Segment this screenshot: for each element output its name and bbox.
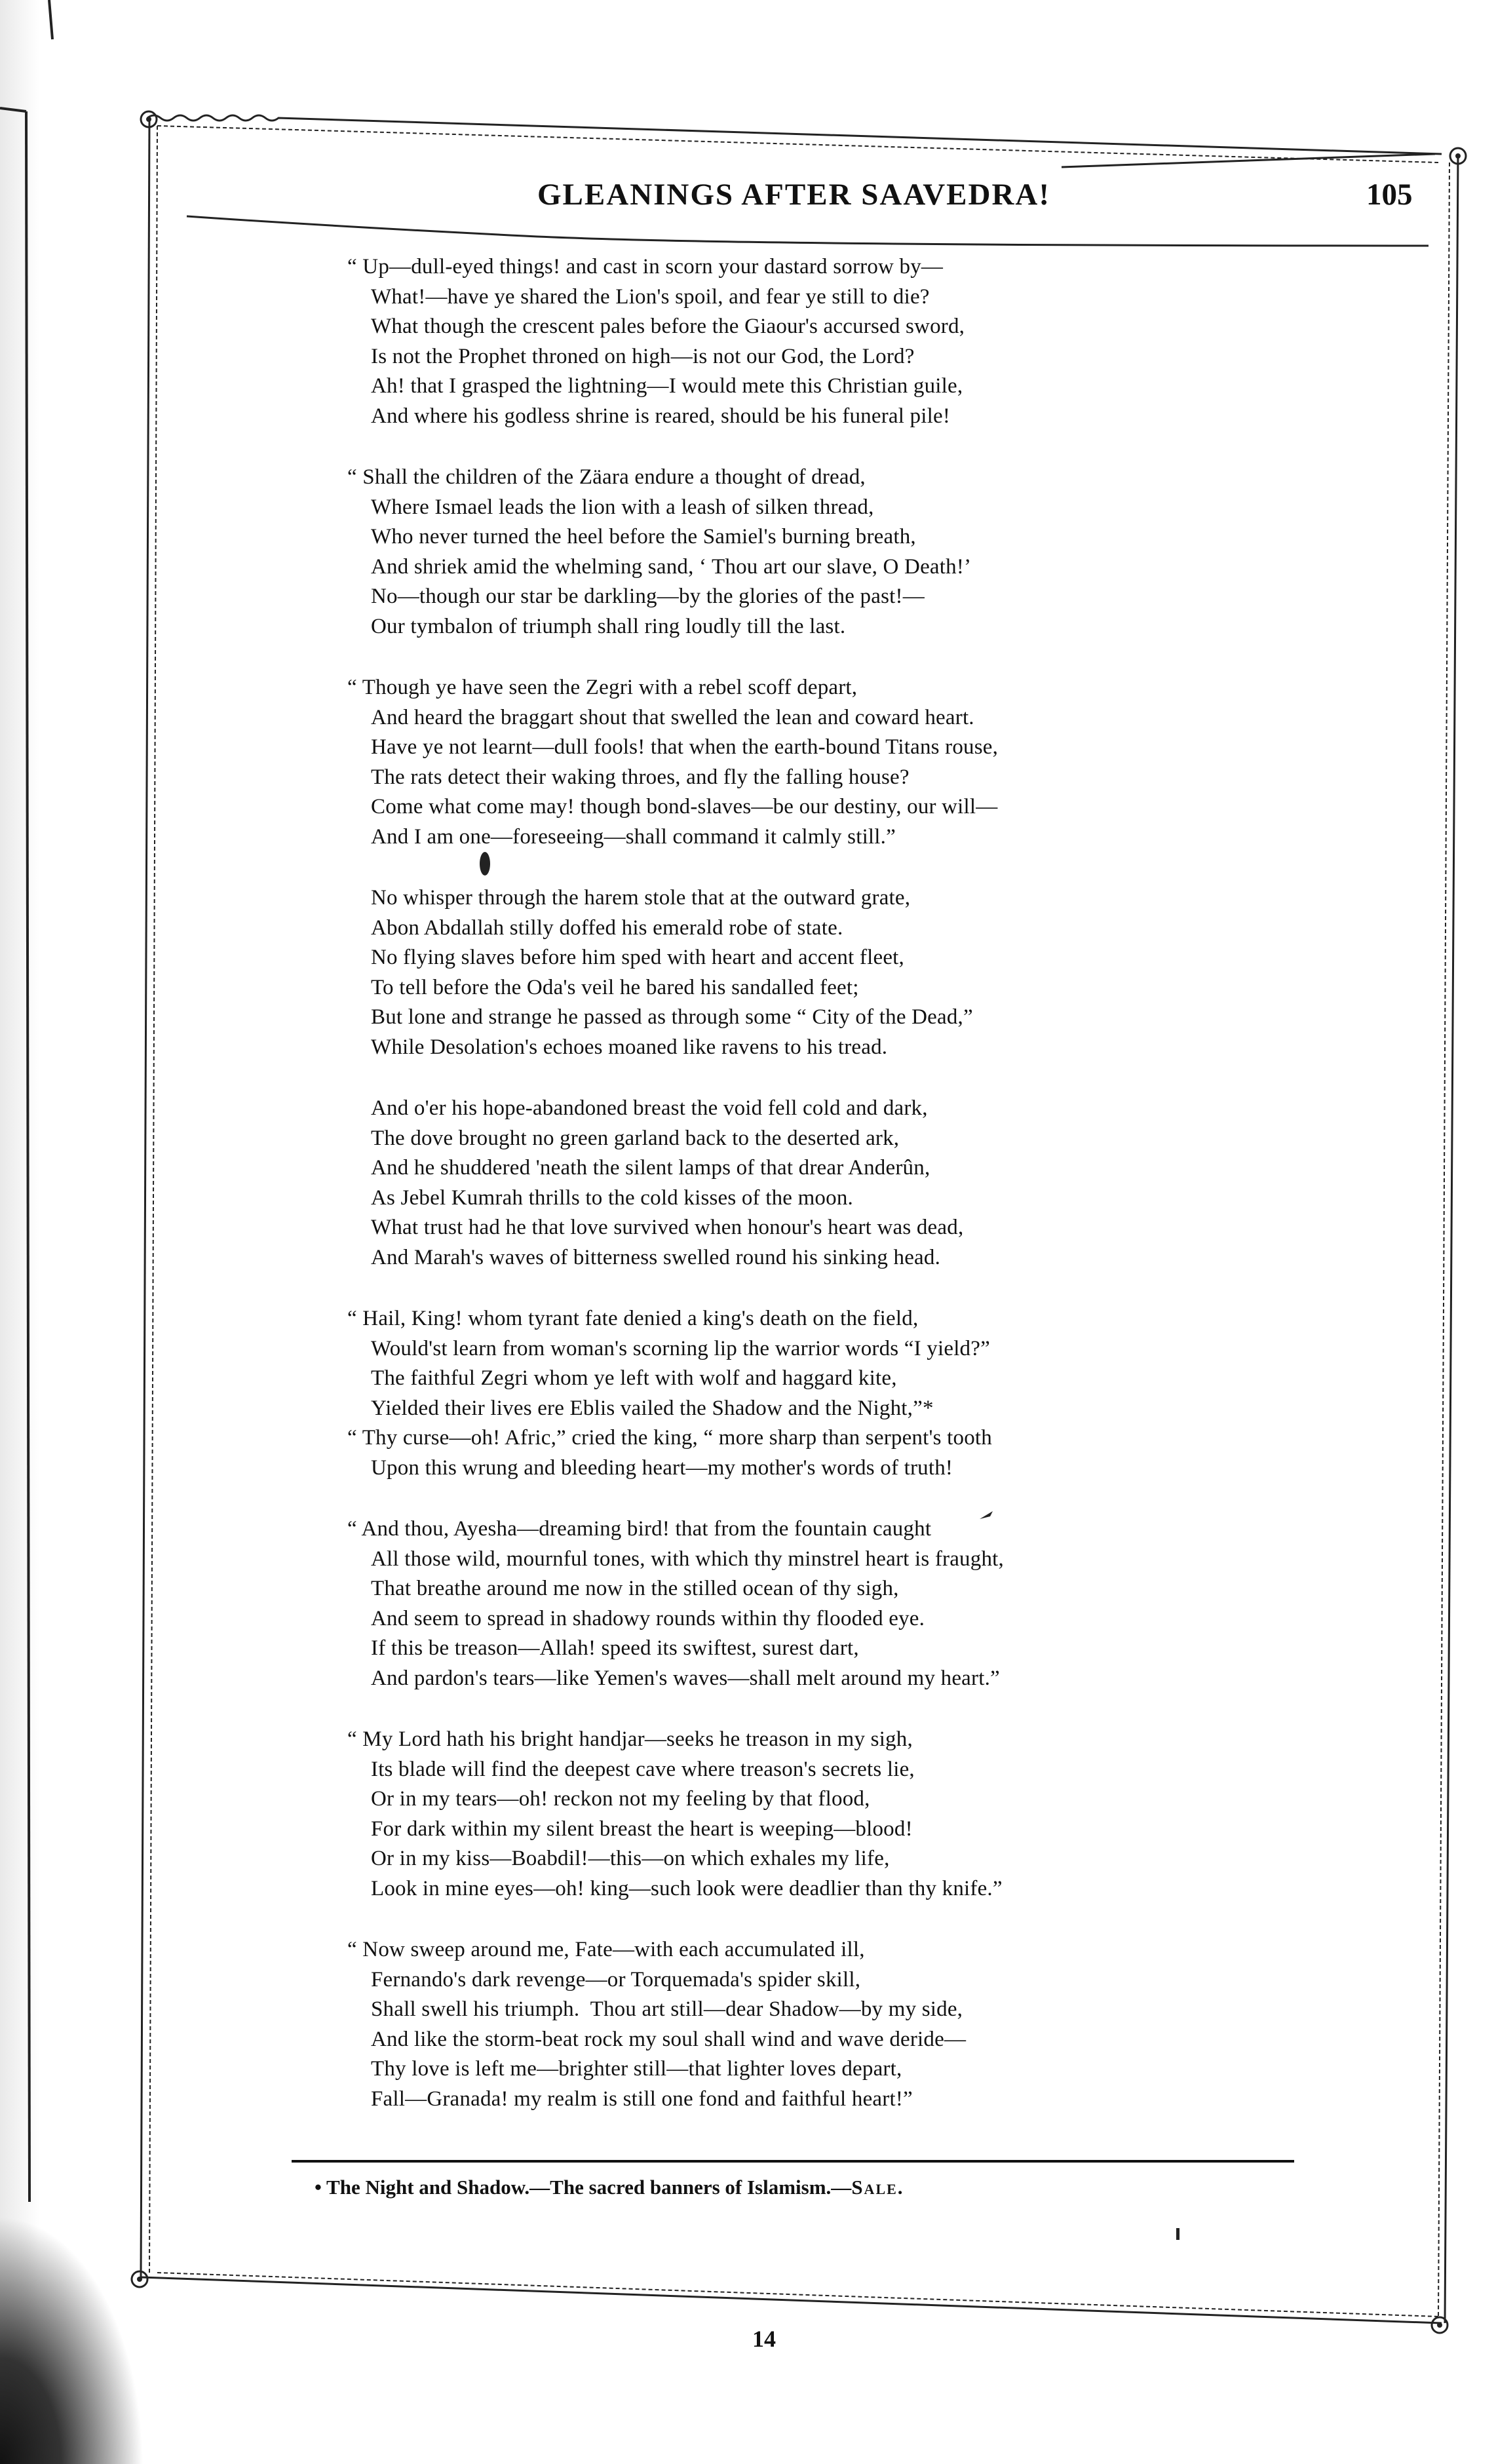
verse-line: And he shuddered 'neath the silent lamps of that drear Anderûn, — [371, 1156, 930, 1180]
verse-line: Is not the Prophet throned on high—is not our God, the Lord? — [371, 344, 915, 368]
verse-line: To tell before the Oda's veil he bared his sandalled feet; — [371, 975, 859, 999]
verse-line: Would'st learn from woman's scorning lip the warrior words “I yield?” — [371, 1336, 990, 1360]
verse-line: But lone and strange he passed as through some “ City of the Dead,” — [371, 1005, 973, 1029]
verse-line: And where his godless shrine is reared, should be his funeral pile! — [371, 404, 951, 428]
verse-line: And shriek amid the whelming sand, ‘ Thou art our slave, O Death!’ — [371, 554, 972, 579]
verse-line: “ Now sweep around me, Fate—with each accumulated ill, — [347, 1938, 865, 1961]
stanza — [347, 1725, 1461, 1904]
stanza — [347, 1935, 1461, 2114]
verse-line: No—though our star be darkling—by the glories of the past!— — [371, 585, 925, 608]
verse-line: As Jebel Kumrah thrills to the cold kisses of the moon. — [371, 1185, 853, 1210]
verse-line: For dark within my silent breast the heart is weeping—blood! — [371, 1817, 913, 1841]
verse-line: The rats detect their waking throes, and fly the falling house? — [371, 765, 910, 789]
verse-line: Where Ismael leads the lion with a leash of silken thread, — [371, 495, 874, 519]
verse-line: Or in my tears—oh! reckon not my feeling by that flood, — [371, 1787, 870, 1811]
verse-line: Its blade will find the deepest cave where treason's secrets lie, — [371, 1757, 915, 1781]
verse-line: Have ye not learnt—dull fools! that when the earth-bound Titans rouse, — [371, 735, 999, 759]
verse-line: If this be treason—Allah! speed its swiftest, surest dart, — [371, 1636, 859, 1660]
verse-line: And o'er his hope-abandoned breast the void fell cold and dark, — [371, 1096, 928, 1120]
verse-line: “ Hail, King! whom tyrant fate denied a king's death on the field, — [347, 1307, 919, 1330]
verse-line: Look in mine eyes—oh! king—such look were deadlier than thy knife.” — [371, 1876, 1003, 1900]
verse-line: While Desolation's echoes moaned like ravens to his tread. — [371, 1035, 888, 1059]
verse-line: And seem to spread in shadowy rounds within thy flooded eye. — [371, 1606, 925, 1630]
page-header — [157, 177, 1442, 229]
verse-line: “ Up—dull-eyed things! and cast in scorn your dastard sorrow by— — [347, 255, 944, 279]
verse-line: And heard the braggart shout that swelled the lean and coward heart. — [371, 705, 974, 729]
verse-line: And like the storm-beat rock my soul shall wind and wave deride— — [371, 2027, 967, 2051]
verse-line: “ Though ye have seen the Zegri with a rebel scoff depart, — [347, 676, 858, 699]
verse-line: And Marah's waves of bitterness swelled round his sinking head. — [371, 1245, 941, 1269]
running-head: GLEANINGS AFTER SAAVEDRA! — [537, 178, 1050, 212]
poem-body — [347, 252, 1461, 2146]
frame-top-border — [147, 115, 1442, 154]
verse-line: And pardon's tears—like Yemen's waves—shall melt around my heart.” — [371, 1666, 1000, 1690]
verse-line: All those wild, mournful tones, with which thy minstrel heart is fraught, — [371, 1547, 1004, 1571]
stanza — [347, 463, 1461, 642]
verse-line: “ Thy curse—oh! Afric,” cried the king, “ more sharp than serpent's tooth — [347, 1426, 992, 1450]
stanza — [347, 1304, 1461, 1483]
verse-line: What trust had he that love survived when honour's heart was dead, — [371, 1216, 964, 1239]
verse-line: Our tymbalon of triumph shall ring loudly till the last. — [371, 614, 846, 638]
verse-line: Shall swell his triumph. Thou art still—dear Shadow—by my side, — [371, 1997, 963, 2021]
stanza — [347, 883, 1461, 1062]
verse-line: No whisper through the harem stole that at the outward grate, — [371, 886, 911, 910]
verse-line: Abon Abdallah stilly doffed his emerald robe of state. — [371, 915, 843, 940]
verse-line: “ Shall the children of the Zäara endure a thought of dread, — [347, 465, 866, 489]
verse-line: The dove brought no green garland back to the deserted ark, — [371, 1126, 900, 1150]
footnote-attribution: Sale. — [851, 2176, 904, 2199]
verse-line: Thy love is left me—brighter still—that lighter loves depart, — [371, 2057, 902, 2081]
stanza — [347, 1514, 1461, 1693]
verse-line: No flying slaves before him sped with heart and accent fleet, — [371, 946, 904, 969]
verse-line: What though the crescent pales before the Giaour's accursed sword, — [371, 315, 965, 338]
verse-line: Ah! that I grasped the lightning—I would mete this Christian guile, — [371, 374, 963, 398]
frame-left-border — [141, 121, 149, 2277]
verse-line: That breathe around me now in the stilled ocean of thy sigh, — [371, 1577, 899, 1600]
verse-line: “ And thou, Ayesha—dreaming bird! that from the fountain caught — [347, 1517, 932, 1541]
footnote-rule — [292, 2160, 1294, 2163]
verse-line: Upon this wrung and bleeding heart—my mother's words of truth! — [371, 1455, 953, 1480]
verse-line: The faithful Zegri whom ye left with wolf and haggard kite, — [371, 1366, 897, 1390]
frame-bottom-border — [141, 2277, 1442, 2323]
stanza — [347, 673, 1461, 852]
footnote-text: • The Night and Shadow.—The sacred banners of Islamism.— — [315, 2176, 852, 2199]
verse-line: And I am one—foreseeing—shall command it calmly still.” — [371, 824, 896, 849]
signature-number: 14 — [752, 2326, 776, 2352]
binding-marks — [0, 0, 52, 2202]
page-number: 105 — [1366, 178, 1413, 212]
verse-line: Fall—Granada! my realm is still one fond and faithful heart!” — [371, 2087, 913, 2111]
stanza — [347, 252, 1461, 431]
verse-line: Yielded their lives ere Eblis vailed the Shadow and the Night,”* — [371, 1396, 934, 1420]
verse-line: Or in my kiss—Boabdil!—this—on which exhales my life, — [371, 1847, 890, 1870]
stanza — [347, 1094, 1461, 1273]
verse-line: Come what come may! though bond-slaves—be our destiny, our will— — [371, 795, 998, 818]
verse-line: “ My Lord hath his bright handjar—seeks he treason in my sigh, — [347, 1727, 913, 1751]
footnote — [315, 2176, 904, 2199]
verse-line: Who never turned the heel before the Samiel's burning breath, — [371, 525, 916, 549]
verse-line: Fernando's dark revenge—or Torquemada's spider skill, — [371, 1967, 861, 1992]
verse-line: What!—have ye shared the Lion's spoil, and fear ye still to die? — [371, 284, 930, 309]
